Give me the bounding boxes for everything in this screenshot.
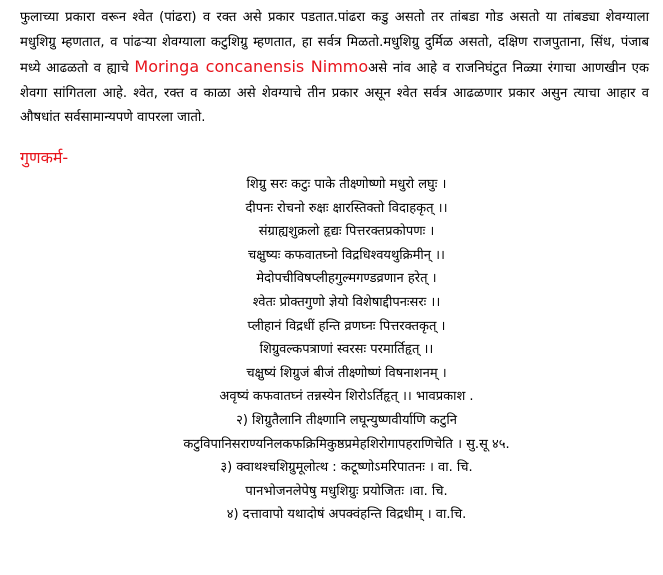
verse-line: मेदोपचीविषप्लीहगुल्मगण्डव्रणान हरेत् । xyxy=(256,271,437,287)
verse-line: २) शिग्रुतैलानि तीक्ष्णानि लघून्युष्णवीर्याणि कटुनि xyxy=(236,412,457,428)
botanical-name: Moringa concanensis Nimmo xyxy=(134,57,369,77)
verse-line: पानभोजनलेपेषु मधुशिग्रुः प्रयोजितः ।वा. चि. xyxy=(245,483,448,499)
section-heading: गुणकर्म- xyxy=(20,147,69,167)
verse-list xyxy=(20,173,649,527)
verse-line: कटुविपानिसराण्यनिलकफक्रिमिकुष्ठप्रमेहशिरोगापहराणिचेति । सु.सू ४५. xyxy=(183,436,510,452)
verse-line: शिग्रु सरः कटुः पाके तीक्ष्णोष्णो मधुरो लघुः । xyxy=(246,176,447,192)
verse-line: दीपनः रोचनो रुक्षः क्षारस्तिक्तो विदाहकृत् ।। xyxy=(245,200,448,216)
verse-line: प्लीहानं विद्रधीं हन्ति व्रणघ्नः पित्तरक्तकृत् । xyxy=(247,318,446,334)
verse-line: शिग्रुवल्कपत्राणां स्वरसः परमार्तिहृत् ।। xyxy=(259,342,434,358)
verse-line: अवृष्यं कफवातघ्नं तन्नस्येन शिरोऽर्तिहृत् ।। भावप्रकाश . xyxy=(219,389,474,405)
paragraph-text-part-2: असे नांव आहे व राजनिघंटुत निळ्या रंगाचा आणखीन एक शेवगा सांगितला आहे. श्वेत, रक्त व काळा असे शेवग्याचे तीन प्रकार असून श्वेत सर्वत्र आढळणार प्रकार असुन त्याचा आहार व औषधांत सर्वसामान्यपणे वापरला जातो. xyxy=(20,61,649,126)
verse-line: संग्राह्यशुक्रलो हृद्यः पित्तरक्तप्रकोपणः । xyxy=(258,224,435,240)
verse-line: श्वेतः प्रोक्तगुणो ज्ञेयो विशेषाद्दीपनःसरः ।। xyxy=(252,294,441,310)
verse-line: चक्षुष्यः कफवातघ्नो विद्रधिश्वयथुक्रिमीन् ।। xyxy=(248,247,445,263)
intro-paragraph xyxy=(20,6,649,131)
verse-line: ३) क्वाथश्चशिग्रुमूलोत्थ : कटूष्णोऽमरिपातनः । वा. चि. xyxy=(220,460,473,476)
verse-line: ४) दत्तावापो यथादोषं अपक्वंहन्ति विद्रधीम् । वा.चि. xyxy=(226,507,467,523)
verse-line: चक्षुष्यं शिग्रुजं बीजं तीक्ष्णोष्णं विषनाशनम् । xyxy=(246,365,447,381)
paragraph-text-part-1: फुलाच्या प्रकारा वरून श्वेत (पांढरा) व रक्त असे प्रकार पडतात.पांढरा कडु असतो तर तांबडा गोड असतो या तांबड्या शेवग्याला मधुशिग्रु म्हणतात, व पांढऱ्या शेवग्याला कटुशिग्रु म्हणतात, हा सर्वत्र मिळतो.मधुशिग्रु दुर्मिळ असतो, दक्षिण राजपुताना, सिंध, पंजाब मध्ये आढळतो व ह्याचे xyxy=(20,10,649,77)
